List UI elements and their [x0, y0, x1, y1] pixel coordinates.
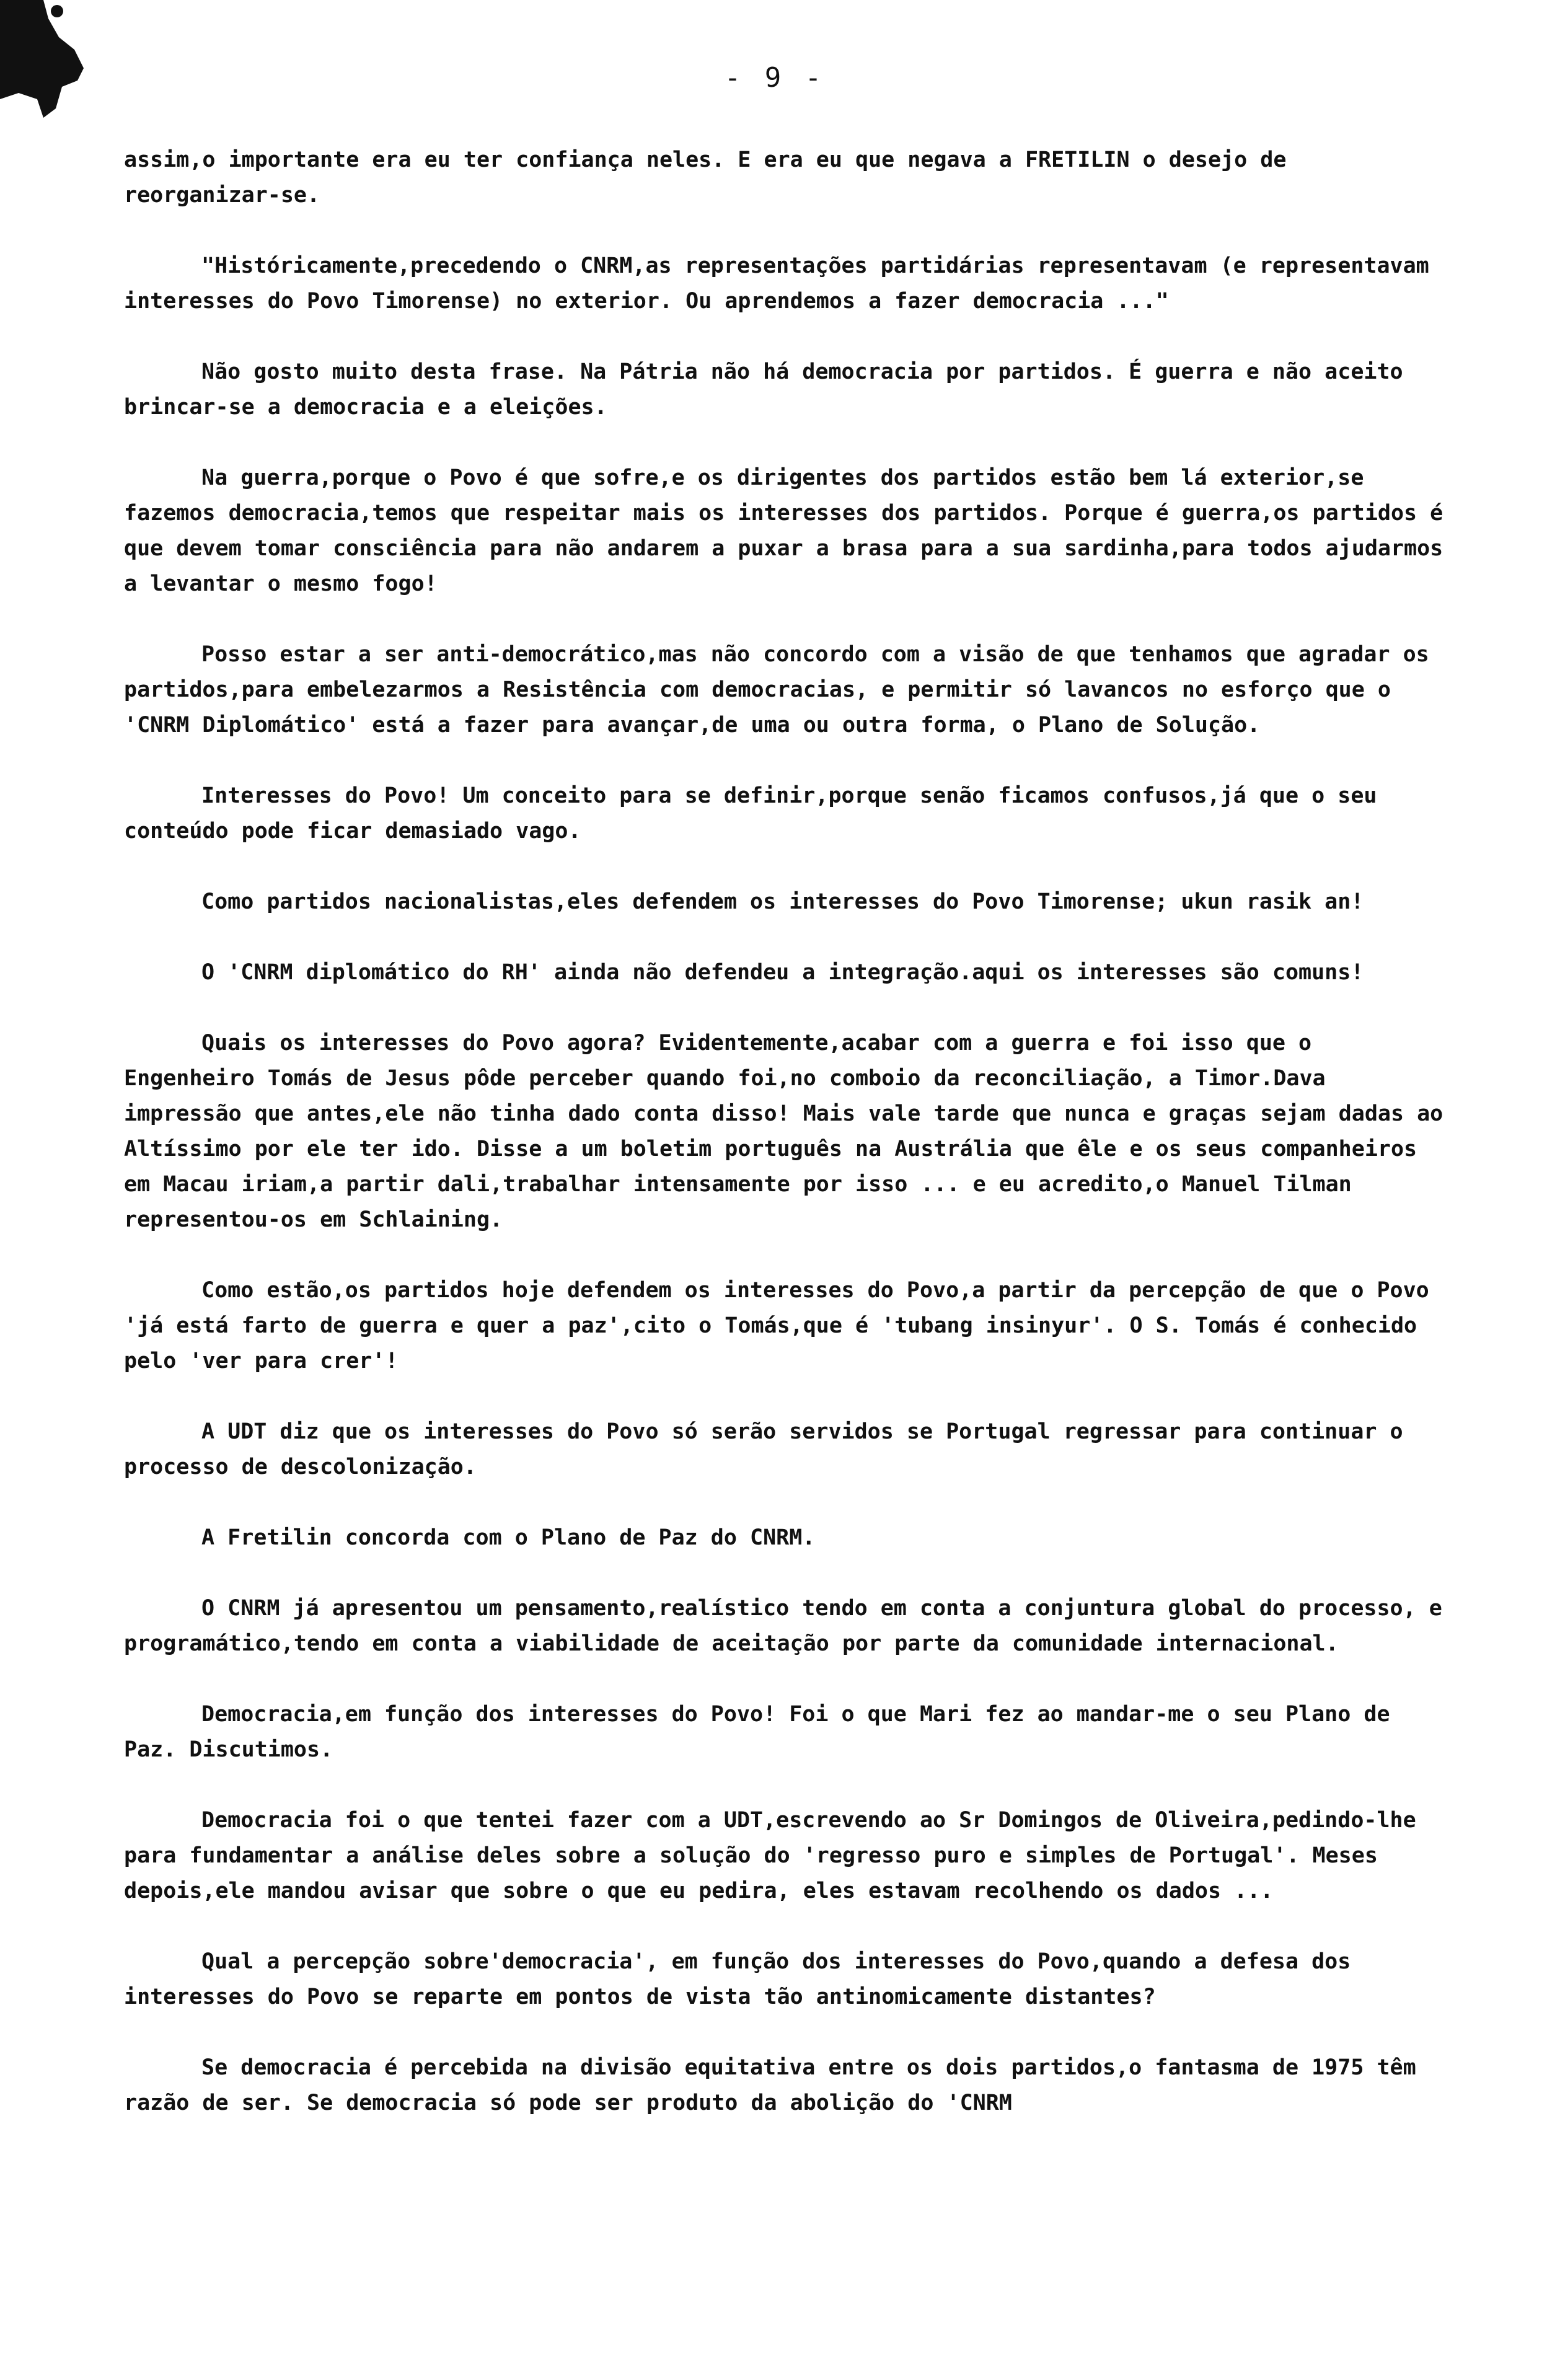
scan-corner-mark: [0, 0, 93, 124]
paragraph: Posso estar a ser anti-democrático,mas não concordo com a visão de que tenhamos que agradar os partidos,para embelezarmos a Resistência com democracias, e permitir só lavancos no esforço que o 'CNRM Diplomático' está a fazer para avançar,de uma ou outra forma, o Plano de Solução.: [124, 642, 1442, 738]
paragraph: Como partidos nacionalistas,eles defendem os interesses do Povo Timorense; ukun rasik an!: [201, 889, 1364, 914]
paragraph: Como estão,os partidos hoje defendem os interesses do Povo,a partir da percepção de que o Povo 'já está farto de guerra e quer a paz',cito o Tomás,que é 'tubang insinyur'. O S. Tomás é conhecido pelo 'ver para crer'!: [124, 1278, 1442, 1373]
paragraph: O 'CNRM diplomático do RH' ainda não defendeu a integração.aqui os interesses são comuns!: [201, 960, 1364, 985]
paragraph: Na guerra,porque o Povo é que sofre,e os dirigentes dos partidos estão bem lá exterior,se fazemos democracia,temos que respeitar mais os interesses dos partidos. Porque é guerra,os partidos é que devem tomar consciência para não andarem a puxar a brasa para a sua sardinha,para todos ajudarmos a levantar o mesmo fogo!: [124, 465, 1457, 596]
paragraph: O CNRM já apresentou um pensamento,realístico tendo em conta a conjuntura global do processo, e programático,tendo em conta a viabilidade de aceitação por parte da comunidade internacional.: [124, 1596, 1455, 1656]
paragraph: Se democracia é percebida na divisão equitativa entre os dois partidos,o fantasma de 1975 têm razão de ser. Se democracia só pode ser produto da abolição do 'CNRM: [124, 2055, 1429, 2115]
page-number: - 9 -: [724, 62, 826, 94]
paragraph: Democracia foi o que tentei fazer com a UDT,escrevendo ao Sr Domingos de Oliveira,pedindo-lhe para fundamentar a análise deles sobre a solução do 'regresso puro e simples de Portugal'. Meses depois,ele mandou avisar que sobre o que eu pedira, eles estavam recolhendo os dados ...: [124, 1808, 1429, 1903]
paragraph: assim,o importante era eu ter confiança neles. E era eu que negava a FRETILIN o desejo de reorganizar-se.: [124, 148, 1300, 208]
paragraph: Não gosto muito desta frase. Na Pátria não há democracia por partidos. É guerra e não aceito brincar-se a democracia e a eleições.: [124, 359, 1416, 420]
paragraph: A Fretilin concorda com o Plano de Paz do CNRM.: [201, 1525, 816, 1550]
document-body: [124, 143, 1457, 2156]
paragraph: A UDT diz que os interesses do Povo só serão servidos se Portugal regressar para continuar o processo de descolonização.: [124, 1419, 1416, 1479]
paragraph: "Históricamente,precedendo o CNRM,as representações partidárias representavam (e representavam interesses do Povo Timorense) no exterior. Ou aprendemos a fazer democracia ...": [124, 253, 1442, 314]
paragraph: Democracia,em função dos interesses do Povo! Foi o que Mari fez ao mandar-me o seu Plano de Paz. Discutimos.: [124, 1702, 1403, 1762]
paragraph: Interesses do Povo! Um conceito para se definir,porque senão ficamos confusos,já que o seu conteúdo pode ficar demasiado vago.: [124, 783, 1390, 844]
paragraph: Qual a percepção sobre'democracia', em função dos interesses do Povo,quando a defesa dos interesses do Povo se reparte em pontos de vista tão antinomicamente distantes?: [124, 1949, 1364, 2009]
paragraph: Quais os interesses do Povo agora? Evidentemente,acabar com a guerra e foi isso que o Engenheiro Tomás de Jesus pôde perceber quando foi,no comboio da reconciliação, a Timor.Dava impressão que antes,ele não tinha dado conta disso! Mais vale tarde que nunca e graças sejam dadas ao Altíssimo por ele ter ido. Disse a um boletim português na Austrália que êle e os seus companheiros em Macau iriam,a partir dali,trabalhar intensamente por isso ... e eu acredito,o Manuel Tilman representou-os em Schlaining.: [124, 1031, 1457, 1232]
